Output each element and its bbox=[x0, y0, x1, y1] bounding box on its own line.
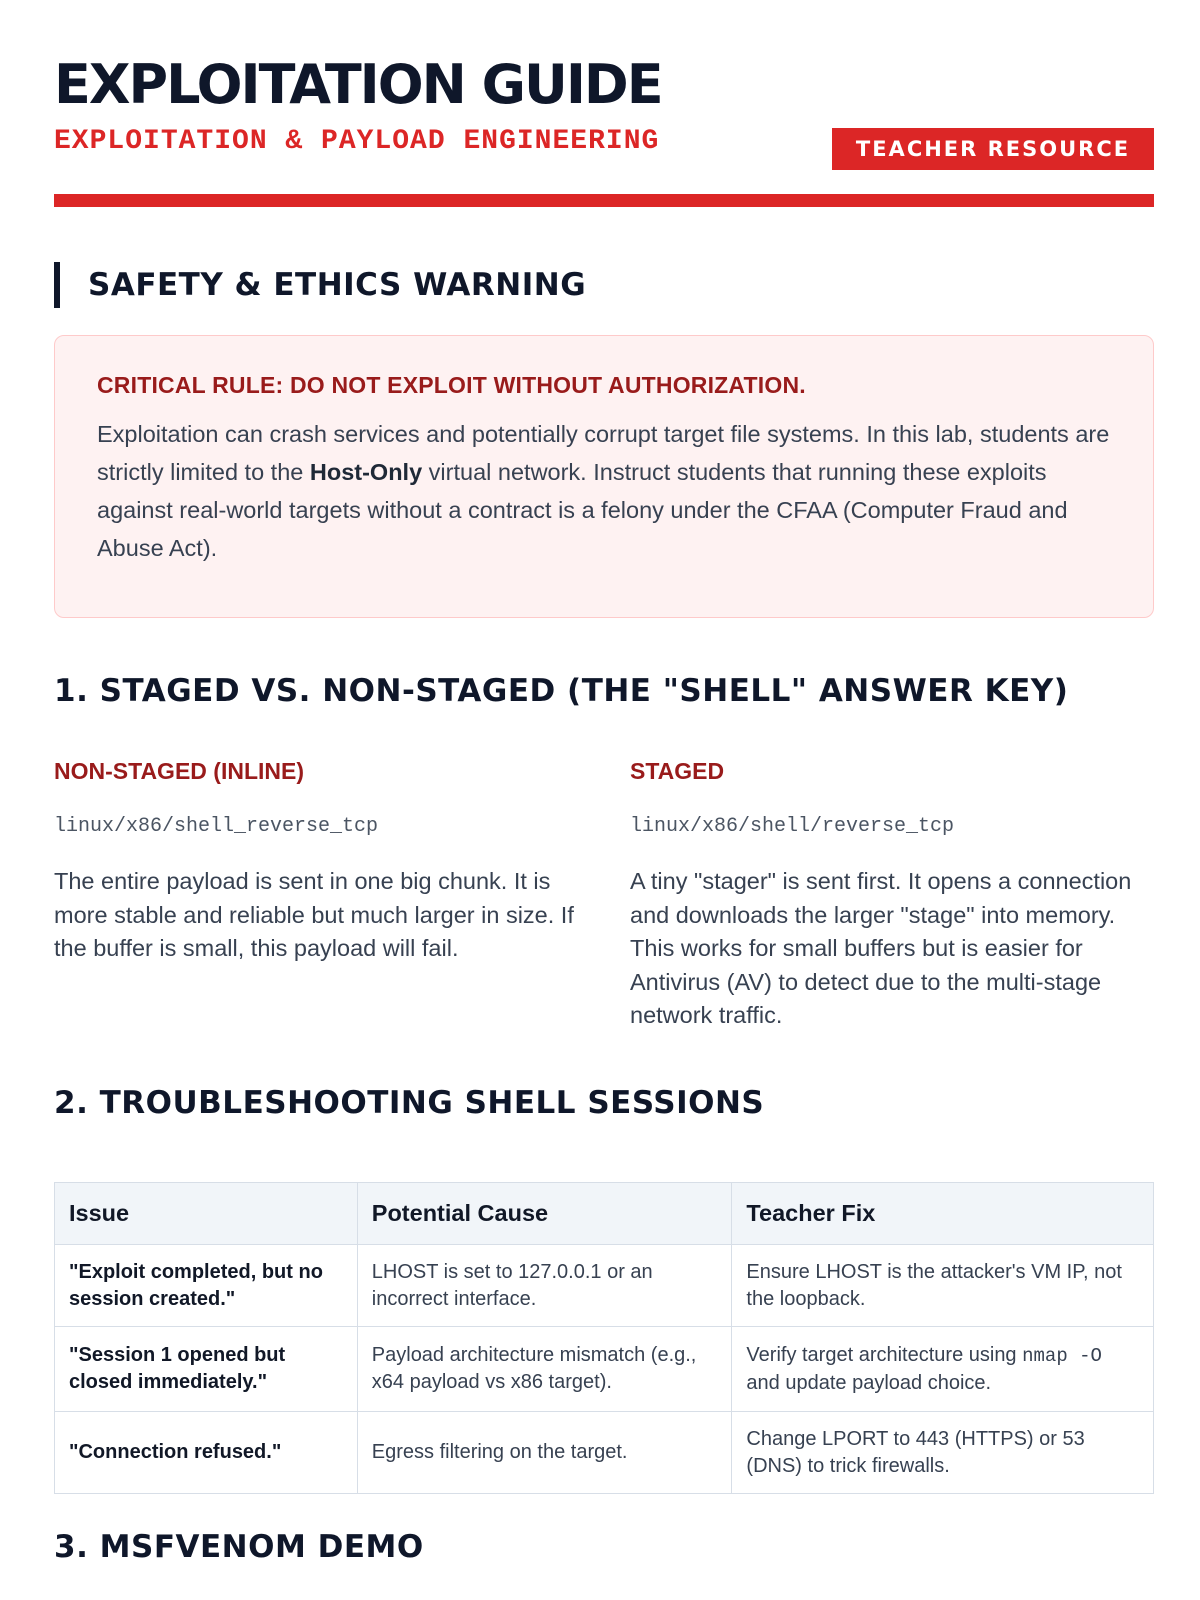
warning-title: SAFETY & ETHICS WARNING bbox=[88, 267, 587, 303]
page bbox=[54, 0, 1154, 1565]
cause-cell: Payload architecture mismatch (e.g., x64 payload vs x86 target). bbox=[357, 1327, 732, 1412]
fix-text: Ensure LHOST is the attacker's VM IP, not the loopback. bbox=[746, 1260, 1122, 1310]
fix-cell bbox=[732, 1327, 1154, 1412]
non-staged-description: The entire payload is sent in one big chunk. It is more stable and reliable but much larger in size. If the buffer is small, this payload will fail. bbox=[54, 868, 574, 961]
alert-body-text: Exploitation can crash services and potentially corrupt target file systems. In this lab, students are strictly limited to the bbox=[97, 421, 1110, 485]
cause-cell: Egress filtering on the target. bbox=[357, 1412, 732, 1494]
column-header-fix: Teacher Fix bbox=[732, 1183, 1154, 1245]
critical-rule-alert bbox=[54, 335, 1154, 618]
fix-cell bbox=[732, 1412, 1154, 1494]
heading-accent-bar bbox=[54, 262, 60, 308]
table-row bbox=[55, 1327, 1154, 1412]
fix-text-end: and update payload choice. bbox=[746, 1371, 992, 1394]
header-divider bbox=[54, 194, 1154, 207]
non-staged-payload-code: linux/x86/shell_reverse_tcp bbox=[54, 815, 379, 838]
troubleshooting-table bbox=[54, 1182, 1154, 1494]
alert-body-emphasis: Host-Only bbox=[309, 459, 423, 485]
document-subtitle: EXPLOITATION & PAYLOAD ENGINEERING bbox=[54, 126, 660, 157]
warning-section-heading bbox=[54, 262, 586, 308]
table-header-row bbox=[55, 1183, 1154, 1245]
table-row bbox=[55, 1245, 1154, 1327]
staged-column bbox=[630, 760, 1150, 1033]
fix-text: Change LPORT to 443 (HTTPS) or 53 (DNS) to trick firewalls. bbox=[746, 1427, 1085, 1477]
table-row bbox=[55, 1412, 1154, 1494]
alert-body-text-end: virtual network. Instruct students that running these exploits against real-world targets without a contract is a felony under the CFAA (Computer Fraud and Abuse Act). bbox=[97, 459, 1068, 561]
staged-description: A tiny "stager" is sent first. It opens a connection and downloads the larger "stage" into memory. This works for small buffers but is easier for Antivirus (AV) to detect due to the multi-stage network traffic. bbox=[630, 868, 1132, 1028]
fix-command-code: nmap -O bbox=[1022, 1344, 1102, 1367]
teacher-resource-badge: TEACHER RESOURCE bbox=[832, 128, 1154, 170]
non-staged-column bbox=[54, 760, 574, 966]
section-1-title: 1. STAGED VS. NON-STAGED (THE "SHELL" ANSWER KEY) bbox=[54, 673, 1069, 709]
fix-text: Verify target architecture using bbox=[746, 1343, 1023, 1366]
section-3-title: 3. MSFVENOM DEMO bbox=[54, 1529, 424, 1565]
document-title: EXPLOITATION GUIDE bbox=[54, 53, 662, 116]
staged-heading: STAGED bbox=[630, 758, 725, 784]
issue-cell: "Exploit completed, but no session created." bbox=[55, 1245, 358, 1327]
alert-body bbox=[97, 415, 1113, 567]
staged-payload-code: linux/x86/shell/reverse_tcp bbox=[630, 815, 955, 838]
non-staged-heading: NON-STAGED (INLINE) bbox=[54, 758, 305, 784]
fix-cell bbox=[732, 1245, 1154, 1327]
document-header bbox=[54, 0, 1154, 208]
column-header-cause: Potential Cause bbox=[357, 1183, 732, 1245]
issue-cell: "Connection refused." bbox=[55, 1412, 358, 1494]
section-2-title: 2. TROUBLESHOOTING SHELL SESSIONS bbox=[54, 1085, 765, 1121]
cause-cell: LHOST is set to 127.0.0.1 or an incorrect interface. bbox=[357, 1245, 732, 1327]
column-header-issue: Issue bbox=[55, 1183, 358, 1245]
issue-cell: "Session 1 opened but closed immediately." bbox=[55, 1327, 358, 1412]
alert-title: CRITICAL RULE: DO NOT EXPLOIT WITHOUT AUTHORIZATION. bbox=[97, 372, 806, 398]
